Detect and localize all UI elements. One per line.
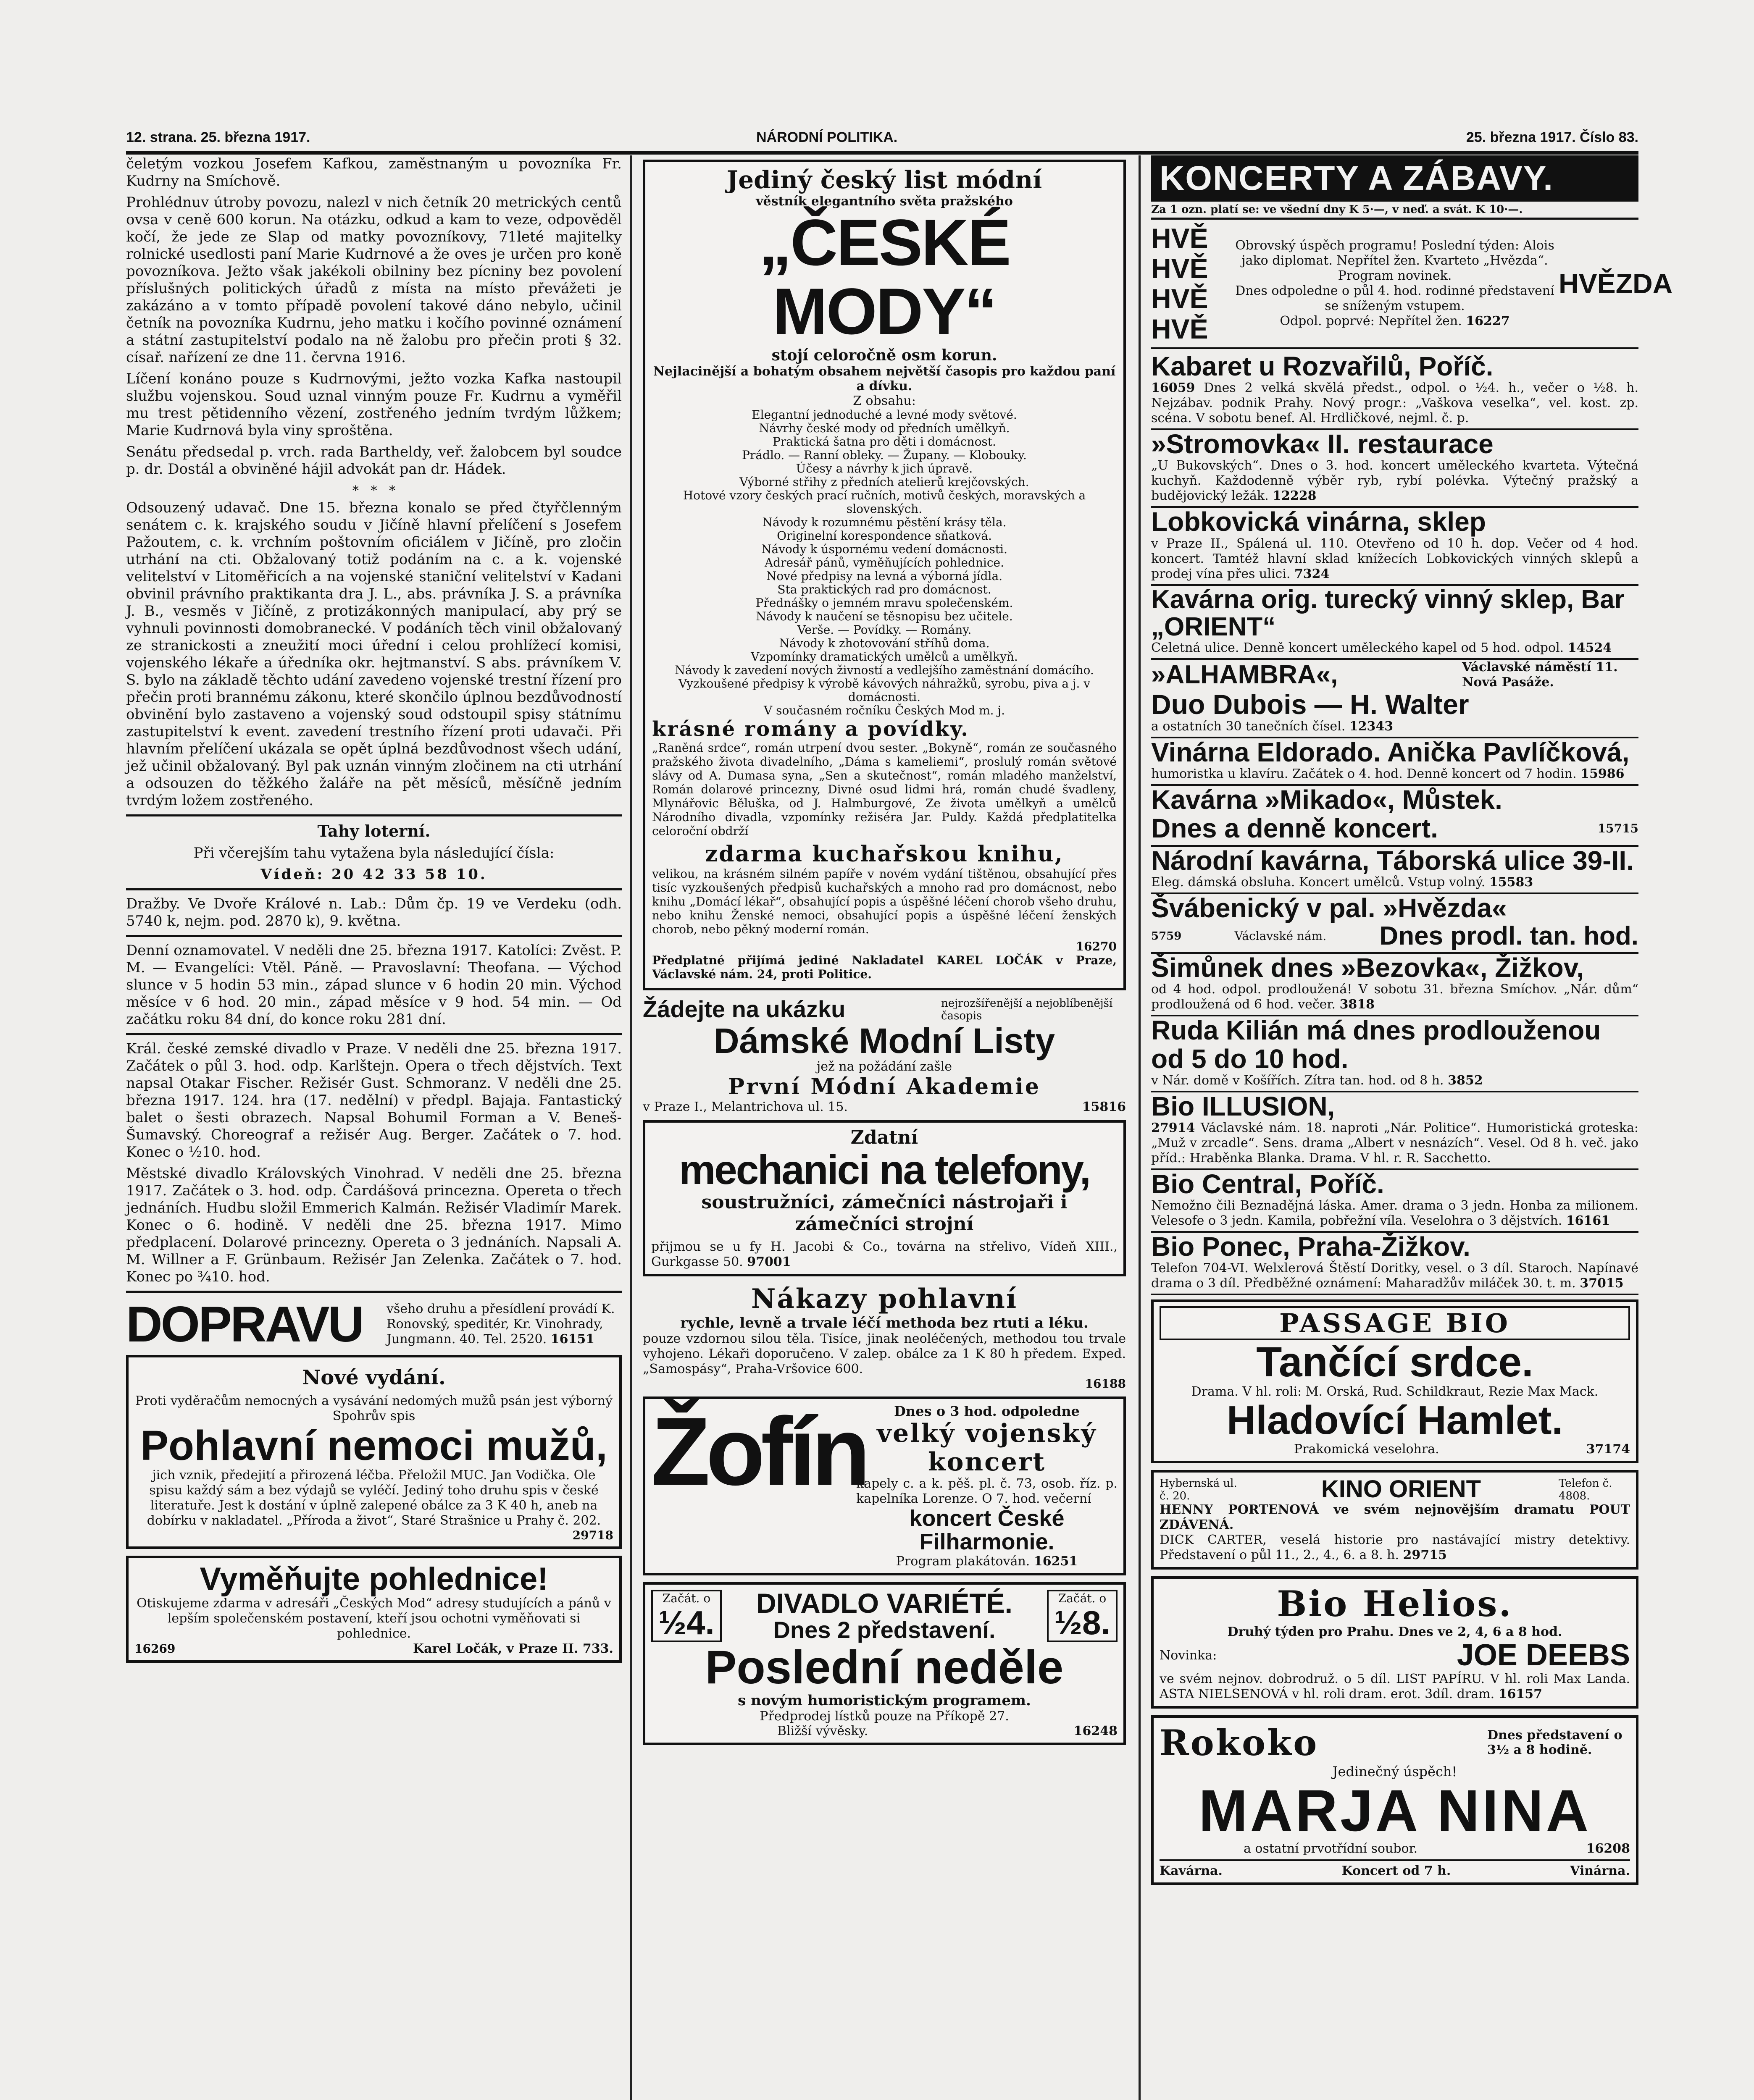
ad-title: První Módní Akademie [728,1074,1041,1100]
list-item: Adresář pánů, vyměňujících pohlednice. [764,555,1005,570]
list-item: Výborné střihy z předních atelierů krejčovských. [739,475,1029,489]
list-item: Vzpomínky dramatických umělců a umělkyň. [751,649,1018,664]
ad-bio-illusion [1151,1092,1638,1170]
separator: * * * [352,483,396,498]
ad-text: Celetná ulice. Denně koncert uměleckého kapel od 5 hod. odpol. 14524 [1151,640,1612,655]
ad-title: Žádejte na ukázku [643,996,846,1023]
ad-headline: Pohlavní nemoci mužů, [140,1422,607,1469]
ad-headline: JOE DEEBS [1457,1638,1630,1672]
ad-subheadline: Dnes prodl. tan. hod. [1379,921,1638,951]
ad-text: Václavské náměstí 11. Nová Pasáže. [1462,659,1618,690]
ad-headline: Bio Ponec, Praha-Žižkov. [1151,1231,1470,1262]
ad-text: a ostatní prvotřídní soubor. [1244,1841,1418,1856]
ad-headline-left: HVĚ HVĚ HVĚ HVĚ [1151,223,1208,345]
theatre-program: Král. české zemské divadlo v Praze. V neděli dne 25. března 1917. Začátek o půl 3. hod. odp. Karlštejn. Opera o třech dějstvích. Text napsal Otakar Fischer. Režisér Gust. Schmoranz. V neděli dne 25. března 1917. 124. hra (17. nedělní) v předpl. Bajaja. Fantastický balet o šesti obrazech. Napsal Bohumil Forman a V. Beneš-Šumavský. Choreograf a režisér Aug. Berger. Začátek o 7. hod. Konec o ½10. hod. [126,1040,622,1160]
ad-headline: mechanici na telefony, [679,1146,1090,1193]
ad-text: ve svém nejnov. dobrodruž. o 5 díl. LIST PAPÍRU. V hl. roli Max Landa. ASTA NIELSENOVÁ v hl. roli dram. erot. 3díl. dram. 16157 [1160,1671,1630,1701]
ad-text: Novinka: [1160,1648,1217,1663]
list-item: Účesy a návrhy k jich úpravě. [796,461,973,475]
ad-subheadline: koncert České Filharmonie. [909,1505,1065,1555]
ad-text: DICK CARTER, veselá historie pro nastávající mistry detektivy. Představení o půl 11., 2., 4., 6. a 8. h. 29715 [1160,1532,1630,1562]
ad-text: Otiskujeme zdarma v adresáři „Českých Mod“ adresy studujících a pánů v lepším společenském postavení, kteří jsou ochotni vyměňovati si pohlednice. [137,1596,611,1641]
ad-title: Bio Helios. [1277,1583,1513,1625]
ad-text: od 4 hod. odpol. prodloužená! V sobotu 31. března Smíchov. „Nár. dům“ prodloužená od 6 hod. večer. 3818 [1151,982,1638,1012]
list-item: Návody k úspornému vedení domácnosti. [761,542,1007,556]
article-text: Senátu předsedal p. vrch. rada Bartheldy, veř. žalobcem byl soudce p. dr. Dostál a obviněné hájil advokát pan dr. Hádek. [126,444,622,478]
section-banner: KONCERTY A ZÁBAVY. [1151,155,1638,202]
ad-kino-orient [1151,1470,1638,1570]
column-left [126,155,622,2100]
ad-number: 15715 [1597,821,1638,835]
list-item: Přednášky o jemném mravu společenském. [755,596,1013,610]
list-item: Návody k rozumnému pěstění krásy těla. [762,515,1007,529]
ad-bio-central [1151,1170,1638,1233]
list-item: Prádlo. — Ranní obleky. — Župany. — Klobouky. [742,448,1027,462]
daily-notice: Denní oznamovatel. V neděli dne 25. března 1917. Katolíci: Zvěst. P. M. — Evangelíci: Vtěl. Páně. — Pravoslavní: Theofana. — Východ slunce v 5 hodin 53 min., západ slunce v 6 hodin 20 min. Východ měsíce v 6 hod. 20 min., západ měsíce v 9 hod. 54 min. — Od začátku roku 84 dní, do konce roku 281 dní. [126,942,622,1028]
start-time: ½8. [1054,1604,1110,1641]
column-right [1151,155,1673,2100]
ad-mikado [1151,786,1638,846]
ad-text: Telefon 704-VI. Welxlerová Štěstí Doritky, vesel. o 3 díl. Staroch. Napínavé drama o 3 díl. Předběžné oznámení: Maharadžův miláček 30. t. m. 37015 [1151,1261,1638,1291]
ad-headline: Bio ILLUSION, [1151,1091,1335,1121]
start-time: ½4. [658,1604,715,1641]
ad-nove-vydani [126,1355,622,1549]
divider [126,1291,622,1293]
list-item: Verše. — Povídky. — Romány. [797,622,972,637]
ad-subtitle: soustružníci, zámečníci nástrojaři i zámečníci strojní [701,1191,1068,1235]
ad-number: 37174 [1586,1442,1630,1457]
ad-text: Prakomická veselohra. [1294,1442,1439,1457]
ad-text: Předprodej lístků pouze na Příkopě 27. [760,1709,1009,1724]
ad-text: a ostatních 30 tanečních čísel. 12343 [1151,719,1394,734]
ad-text: Bližší vývěsky. [777,1723,868,1738]
ad-stromovka [1151,430,1638,508]
theatre-program: Městské divadlo Královských Vinohrad. V neděli dne 25. března 1917. Začátek o 3. hod. odp. Čardášová princezna. Opereta o třech jednáních. Hudbu složil Emmerich Kalmán. Režisér Vladimír Marek. Konec o 6. hodině. V neděli dne 25. března 1917. Mimo předplacení. Dolarové princezny. Opereta o 3 jednáních. Napsali A. M. Willner a F. Grünbaum. Režisér Jan Zelenka. Začátek o 7. hod. Konec po ¾10. hod. [126,1165,622,1285]
ad-headline: Dámské Modní Listy [713,1021,1055,1060]
ad-headline: Šimůnek dnes »Bezovka«, Žižkov, [1151,953,1584,983]
ad-subtitle: stojí celoročně osm korun. [771,346,997,364]
ad-subtitle: věstník elegantního světa pražského [756,194,1013,209]
ad-headline: Tančící srdce. [1256,1339,1533,1386]
ad-text: 27914 Václavské nám. 18. naproti „Nár. Politice“. Humoristická groteska: „Muž v zrcadle“. Sens. drama „Albert v nesnázích“. Vesel. Od 8 h. več. jako příd.: Hraběnka Blanka. Drama. V hl. r. R. Sacchetto. [1151,1120,1638,1166]
ad-text: „U Bukovských“. Dnes o 3. hod. koncert uměleckého kvarteta. Výtečná kuchyň. Každodenně výběr ryb, rybí polévka. Výtečný pražský a budějovický ležák. 12228 [1151,458,1638,504]
article-text: Odsouzený udavač. Dne 15. března konalo se před čtyřčlenným senátem c. k. krajského soudu v Jičíně hlavní přelíčení s Josefem Pažoutem, c. k. vrchním poštovním oficiálem v Jičíně, pro zločin utrhání na cti. Obžalovaný totiž podáním na c. a k. vojenské velitelství v Litoměřicích a na vojenské staniční velitelství v Kadani obvinil právního praktikanta dra J. L., abs. právníka J. S. a právníka J. B., vesměs v Jičíně, z protizákonných manipulací, aby prý se vyhnuli povinnosti domobranecké. V podáních těch vinil obžalovaný ze stranickosti a zneužití moci úřední i celou prohlížecí komisi, vojenského lékaře a úředníka okr. hejtmanství. S abs. právníkem V. S. bylo na základě těchto udání zavedeno vojenské trestní řízení pro přečin proti brannému zákonu, které skončilo úplnou bezdůvodností obvinění bylo zastaveno a vojenský soud odstoupil spisy státnímu zastupitelství k event. zavedení trestního řízení proti udavači. Při hlavním přelíčení ukázala se opět úplná bezdůvodnost všech udání, jež učinil obžalovaný. Byl pak uznán vinným zločinem na cti utrhání a odsouzen do těžkého žaláře na pět měsíců, měsíčně jedním tvrdým ložem zostřeného. [126,499,622,809]
list-item: V současném ročníku Českých Mod m. j. [763,703,1005,717]
ad-headline: Lobkovická vinárna, sklep [1151,507,1486,537]
list-item: Návrhy české mody od předních umělkyň. [759,421,1010,435]
ad-subheadline: velký vojenský koncert [877,1418,1097,1477]
ad-headline: Ruda Kilián má dnes prodlouženou od 5 do 10 hod. [1151,1015,1601,1074]
list-item: Návody k zhotovování stříhů doma. [779,636,990,650]
ad-nakazy [643,1283,1126,1391]
ad-subtitle: Z obsahu: [853,393,916,408]
ad-text: Telefon č. 4808. [1558,1477,1612,1502]
ad-text: Nemožno čili Beznadějná láska. Amer. drama o 3 jedn. Honba za milionem. Velesofe o 3 jedn. Kamila, pobřežní víla. Veselohra o 3 dějstvích. 16161 [1151,1198,1638,1228]
ad-text: kapely c. a k. pěš. pl. č. 73, osob. říz. p. kapelníka Lorenze. O 7. hod. večerní [856,1476,1118,1506]
ad-text: Dnes o 3 hod. odpoledne [894,1403,1080,1419]
ad-headline: Bio Central, Poříč. [1151,1168,1384,1199]
ad-text: Václavské nám. [1234,929,1327,943]
ad-text: jež na požádání zašle [816,1059,952,1074]
ad-variete: Začát. o ½4. DIVADLO VARIÉTÉ. Dnes 2 představení. Začát. o ½8. Poslední neděle s novým humoristickým programem. Předprodej lístků pouze na Příkopě 27. Bližší vývěsky. 16248 [643,1582,1126,1745]
ad-title: Jediný český list módní [726,165,1042,194]
ad-headline: MARJA NINA [1199,1777,1591,1843]
ad-headline: KINO ORIENT [1321,1475,1481,1503]
section-subtitle: Za 1 ozn. platí se: ve všední dny K 5·—, v neď. a svát. K 10·—. [1151,202,1638,220]
ad-headline: Švábenický v pal. »Hvězda« [1151,892,1507,923]
divider [126,1033,622,1035]
list-item: Sta praktických rad pro domácnost. [777,582,991,596]
ad-headline: DOPRAVU [126,1296,363,1352]
article-text: čeletým vozkou Josefem Kafkou, zaměstnaným u povozníka Fr. Kudrny na Smíchově. [126,155,622,189]
ad-passage-bio [1151,1299,1638,1463]
list-item: Nové předpisy na levná a výborná jídla. [766,569,1003,583]
ad-footer: Kavárna. Koncert od 7 h. Vinárna. [1160,1859,1630,1878]
list-item: Praktická šatna pro děti i domácnost. [773,434,996,449]
list-item: Elegantní jednoduché a levné mody světové. [752,407,1017,422]
header-left: 12. strana. 25. března 1917. [126,129,310,145]
ad-number: 5759 [1151,929,1182,942]
ad-svabenicky [1151,894,1638,954]
ad-title: Nové vydání. [302,1366,446,1389]
ad-text: v Nár. domě v Košířích. Zítra tan. hod. od 8 h. 3852 [1151,1073,1483,1088]
ad-damske-listy [643,997,1126,1114]
ad-headline: Kavárna »Mikado«, Můstek. [1151,785,1502,815]
lottery-text: Při včerejším tahu vytažena byla následující čísla: [193,845,555,861]
ad-headline: Národní kavárna, Táborská ulice 39-II. [1151,845,1634,876]
newspaper-page [126,122,1673,2100]
ad-headline: Poslední neděle [705,1641,1064,1694]
ad-subheadline: krásné romány a povídky. [652,717,969,741]
ad-pohlednice [126,1556,622,1663]
ad-title: PASSAGE BIO [1160,1306,1630,1340]
ad-alhambra [1151,660,1638,738]
ad-text: v Praze II., Spálená ul. 110. Otevřeno od 10 h. dop. Večer od 4 hod. koncert. Tamtéž hlavní sklad knížecích Lobkovických vinných sklepů a prodej vína přes ulici. 7324 [1151,536,1638,581]
ad-text: 16059 Dnes 2 velká skvělá předst., odpol. o ½4. h., večer o ½8. h. Nejzábav. podnik Prahy. Nový progr.: „Vaškova veselka“, vel. kost. zp. scéna. V sobotu benef. Al. Hrdličkové, nejml. č. p. [1151,381,1638,426]
ad-text: Odpol. poprvé: Nepřítel žen. 16227 [1280,314,1510,329]
ad-number: 16188 [1085,1376,1126,1391]
divider [126,935,622,937]
ad-subtitle: rychle, levně a trvale léčí methoda bez rtuti a léku. [680,1314,1089,1331]
ad-text: jich vznik, předejití a přirozená léčba. Přeložil MUC. Jan Vodička. Ole spisu každý sám a bez výdajů se vyléčí. Jediný toho druhu spis v české literatuře. Jest k dostání v úplně zalepené obálce za 3 K 40 h, aneb na dobírku v nakladatel. „Příroda a život“, Staré Strašnice u Prahy č. 202. [147,1468,601,1528]
ad-subheadline: Duo Dubois — H. Walter [1151,688,1469,720]
ad-text: Program plakátován. 16251 [896,1554,1078,1569]
ad-title: Rokoko [1160,1722,1319,1764]
ad-title: Nákazy pohlavní [751,1283,1018,1315]
section-title: Tahy loterní. [317,822,431,840]
ad-text: přijmou se u fy H. Jacobi & Co., továrna na střelivo, Vídeň XIII., Gurkgasse 50. 97001 [651,1239,1118,1269]
ad-footer: 16269 Karel Ločák, v Praze II. 733. [134,1641,613,1656]
divider [126,888,622,890]
ad-headline: Kavárna orig. turecký vinný sklep, Bar „ORIENT“ [1151,585,1625,641]
list-item: Hotové vzory českých prací ručních, motivů českých, moravských a slovenských. [683,488,1086,516]
column-middle [643,155,1126,2100]
ad-text: s novým humoristickým programem. [738,1692,1031,1709]
ad-rokoko [1151,1715,1638,1885]
ad-number: 15816 [1082,1099,1126,1114]
ad-subheadline: Dnes a denně koncert. [1151,813,1438,843]
ad-text: v Praze I., Melantrichova ul. 15. [643,1099,848,1114]
article-text: Líčení konáno pouze s Kudrnovými, ježto vozka Kafka nastoupil službu vojenskou. Soud uznal vinným pouze Fr. Kudrnu a vyměřil mu trest pětidenního vězení, zostřeného jedním tvrdým lůžkem; Marie Kudrnová byla viny sproštěna. [126,370,622,439]
divider [126,814,622,816]
ad-headline-right: HVĚZDA [1559,268,1673,299]
ad-ruda-kilian [1151,1016,1638,1092]
column-rule [630,155,632,2100]
ad-text: Obrovský úspěch programu! Poslední týden: Alois jako diplomat. Nepřítel žen. Kvarteto „Hvězda“. Program novinek. [1235,238,1554,284]
column-rule [1139,155,1141,2100]
header-center: NÁRODNÍ POLITIKA. [756,129,898,145]
ad-text: Proti vyděračům nemocných a vysávání nedomých mužů psán jest výborný Spohrův spis [135,1394,613,1423]
lottery-numbers: Vídeň: 20 42 33 58 10. [260,866,487,883]
article-text: Prohlédnuv útroby povozu, nalezl v nich četník 20 metrických centů ovsa v ceně 600 korun. Na otázku, odkud a kam to veze, odpověděl kočí, že jede ze Slap od matky povozníkovy, 71leté majitelky rolnické usedlosti paní Marie Kudrnové a že oves je určen pro koně povozníkova. Ježto však jakékoli obilniny bez pícniny bez povolení příslušných politických úřadů z místa na místo převážeti je zakázáno a v tomto případě povolení takové dáno nebylo, učinil četník na povozníka Kudrnu, jeho matku i kočího povinné oznámení a státní zastupitelství podalo na ně žalobu pro přečin proti § 32. císař. nařízení ze dne 11. června 1916. [126,194,622,366]
ad-doprava [126,1298,622,1351]
ad-text: Hybernská ul. č. 20. [1160,1477,1237,1502]
ad-bio-helios [1151,1576,1638,1709]
ad-number: 29718 [572,1528,613,1542]
ad-headline: »Stromovka« II. restaurace [1151,429,1494,459]
ad-text: Jedinečný úspěch! [1332,1763,1457,1780]
list-item: Vyzkoušené předpisy k výrobě kávových náhražků, syrobu, piva a j. v domácnosti. [678,676,1091,704]
ad-title: DIVADLO VARIÉTÉ. [756,1588,1012,1619]
list-item: Originelní korespondence sňatková. [777,528,992,543]
ad-number: 16248 [1073,1723,1118,1738]
ad-text: HENNY PORTENOVÁ ve svém nejnovějším dramatu POUT ZDÁVENÁ. [1160,1502,1630,1532]
ad-title: Zdatní [850,1126,918,1148]
ad-subtitle: Nejlacinější a bohatým obsahem největší časopis pro každou paní a dívku. [653,364,1116,394]
ad-text: Dnes představení o 3½ a 8 hodině. [1487,1728,1623,1758]
ad-text: Dnes odpoledne o půl 4. hod. rodinné představení se sníženým vstupem. [1235,284,1554,314]
ad-kabaret [1151,352,1638,430]
ad-headline: „ČESKÉ MODY“ [759,206,1010,348]
ad-headline: Kabaret u Rozvařilů, Poříč. [1151,351,1494,382]
ad-orient-bar [1151,586,1638,660]
ad-headline: Vinárna Eldorado. Anička Pavlíčková, [1151,737,1630,768]
ad-simunek [1151,954,1638,1016]
ad-headline: Vyměňujte pohlednice! [200,1561,548,1597]
page-header [126,122,1638,155]
ad-footer: Předplatné přijímá jediné Nakladatel KAREL LOČÁK v Praze, Václavské nám. 24, proti Politice. [652,953,1117,981]
ad-subtitle: Dnes 2 představení. [773,1617,996,1643]
ad-subheadline: zdarma kuchařskou knihu, [705,841,1064,867]
auction-notice: Dražby. Ve Dvoře Králové n. Lab.: Dům čp. 19 ve Verdeku (odh. 5740 k, nejm. pod. 2870 k), 9. května. [126,895,622,929]
ad-number: 16270 [1076,939,1117,953]
ad-text: humoristka u klavíru. Začátek o 4. hod. Denně koncert od 7 hodin. 15986 [1151,766,1625,782]
ad-text: „Raněná srdce“, román utrpení dvou sester. „Bokyně“, román ze současného pražského života divadelního, „Dáma s kameliemi“, proslulý román světové slávy od A. Dumasa syna, „Sen a skutečnost“, román mladého manželství, Román dolarové princezny, Divné osud lidmi hrá, román chudé švadleny, Mlynářovic Běluška, od J. Halmburgové, Ze života umělkyň a umělců Národního divadla, vzpomínky režiséra Jar. Puldy. Každá předplatitelka celoroční obdrží [652,740,1117,838]
list-item: Návody k naučení se těsnopisu bez učitele. [756,609,1013,623]
ad-list [652,408,1117,717]
ad-text: pouze vzdornou silou těla. Tisíce, jinak neoléčených, methodou tou trvale vyhojeno. Lékaři doporučeno. V zalep. obálce za 1 K 80 h předem. Exped. „Samospásy“, Praha-Vršovice 600. [643,1331,1126,1376]
ad-mechanici [643,1120,1126,1276]
ad-eldorado [1151,738,1638,786]
ad-text: všeho druhu a přesídlení provádí K. Ronovský, speditér, Kr. Vinohrady, Jungmann. 40. Tel. 2520. 16151 [387,1302,615,1347]
ad-text: velikou, na krásném silném papíře v novém vydání tištěnou, obsahující přes tisíc vyzkoušených předpisů kuchařských a mnoho rad pro domácnost, nebo knihu „Domácí lékař“, obsahující popis a úspěšné léčení chorob všeho druhu, nebo knihu Ženské nemoci, obsahující popis a úspěšné léčení ženských chorob, nebo pěkný moderní román. [652,866,1117,936]
list-item: Návody k zavedení nových živností a vedlejšího zaměstnání domácího. [675,663,1094,677]
header-right: 25. března 1917. Číslo 83. [1466,129,1638,145]
ad-narodni-kavarna [1151,847,1638,894]
ad-lobkovicka [1151,508,1638,585]
ad-text: Eleg. dámská obsluha. Koncert umělců. Vstup volný. 15583 [1151,874,1533,890]
ad-headline: »ALHAMBRA«, [1151,660,1338,690]
ad-headline: Hladovící Hamlet. [1226,1398,1563,1443]
ad-number: 16208 [1586,1841,1630,1856]
ad-zofin [643,1396,1126,1575]
ad-headline: Žofín [651,1397,866,1505]
ad-bio-ponec [1151,1233,1638,1295]
ad-subtitle: nejrozšířenější a nejoblíbenější časopis [941,997,1113,1022]
ad-text: Drama. V hl. roli: M. Orská, Rud. Schildkraut, Rezie Max Mack. [1191,1384,1599,1399]
ad-hvezda [1151,223,1673,349]
ad-ceske-mody [643,160,1126,990]
ad-text: Druhý týden pro Prahu. Dnes ve 2, 4, 6 a 8 hod. [1227,1624,1562,1639]
